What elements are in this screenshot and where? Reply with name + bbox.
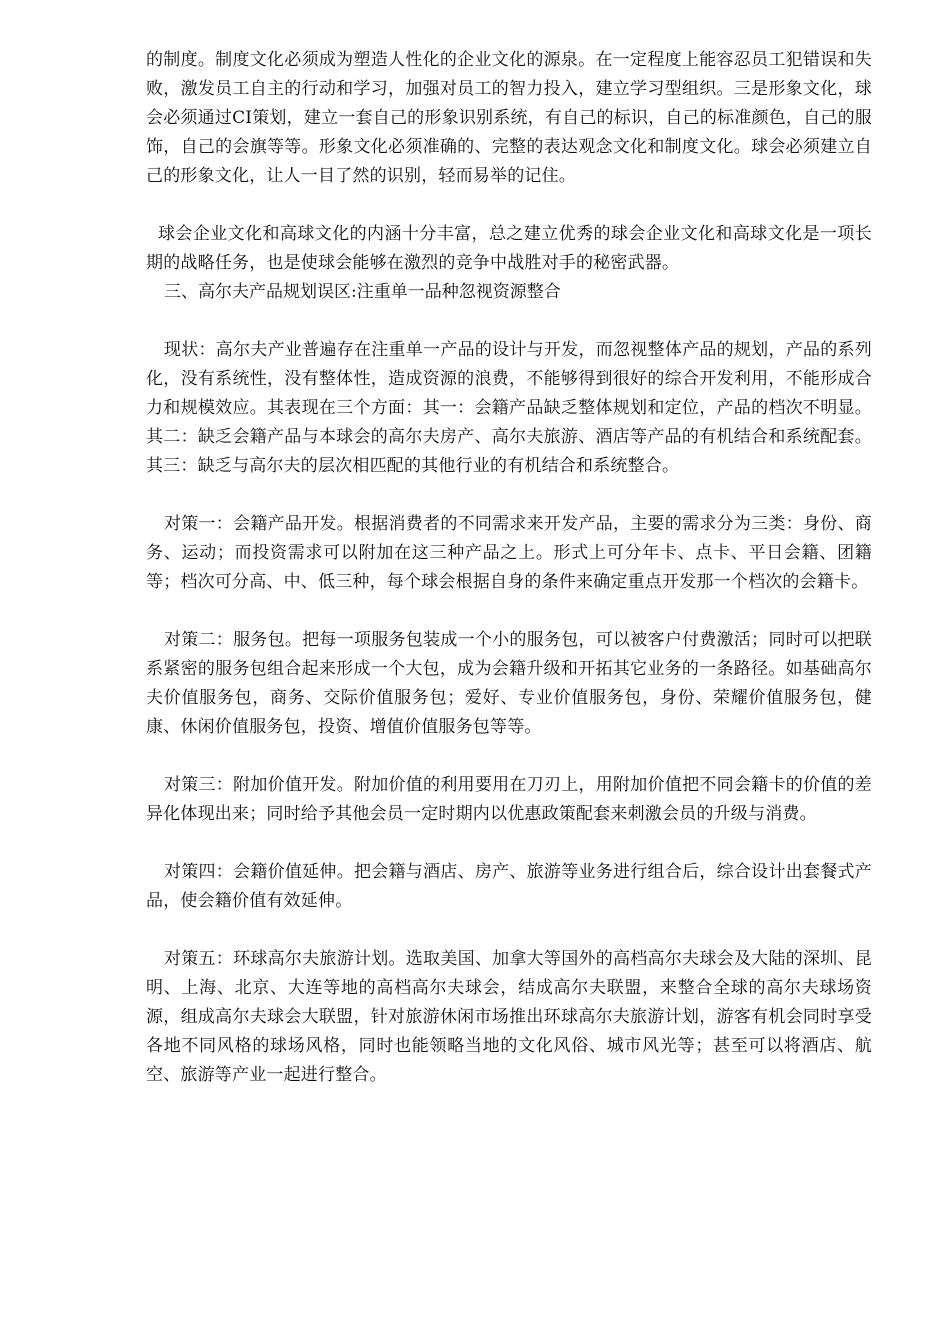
paragraph-strategy-four: 对策四：会籍价值延伸。把会籍与酒店、房产、旅游等业务进行组合后，综合设计出套餐式产品，使会籍价值有效延伸。 <box>146 862 872 911</box>
paragraph-current-status: 现状：高尔夫产业普遍存在注重单一产品的设计与开发，而忽视整体产品的规划，产品的系列化，没有系统性，没有整体性，造成资源的浪费，不能够得到很好的综合开发利用，不能形成合力和规模效应。其表现在三个方面：其一：会籍产品缺乏整体规划和定位，产品的档次不明显。其二：缺乏会籍产品与本球会的高尔夫房产、高尔夫旅游、酒店等产品的有机结合和系统配套。其三：缺乏与高尔夫的层次相匹配的其他行业的有机结合和系统整合。 <box>146 340 872 476</box>
paragraph-strategy-one: 对策一：会籍产品开发。根据消费者的不同需求来开发产品，主要的需求分为三类：身份、商务、运动；而投资需求可以附加在这三种产品之上。形式上可分年卡、点卡、平日会籍、团籍等；档次可分高、中、低三种，每个球会根据自身的条件来确定重点开发那一个档次的会籍卡。 <box>146 514 872 592</box>
paragraph-strategy-three: 对策三：附加价值开发。附加价值的利用要用在刀刃上，用附加价值把不同会籍卡的价值的差异化体现出来；同时给予其他会员一定时期内以优惠政策配套来刺激会员的升级与消费。 <box>146 775 872 824</box>
paragraph-culture-continuation: 的制度。制度文化必须成为塑造人性化的企业文化的源泉。在一定程度上能容忍员工犯错误和失败，激发员工自主的行动和学习，加强对员工的智力投入，建立学习型组织。三是形象文化，球会必须通过CI策划，建立一套自己的形象识别系统，有自己的标识，自己的标准颜色，自己的服饰，自己的会旗等等。形象文化必须准确的、完整的表达观念文化和制度文化。球会必须建立自己的形象文化，让人一目了然的识别，轻而易举的记住。 <box>146 50 872 186</box>
paragraph-strategy-five: 对策五：环球高尔夫旅游计划。选取美国、加拿大等国外的高档高尔夫球会及大陆的深圳、昆明、上海、北京、大连等地的高档高尔夫球会，结成高尔夫联盟，来整合全球的高尔夫球场资源，组成高尔夫球会大联盟，针对旅游休闲市场推出环球高尔夫旅游计划，游客有机会同时享受各地不同风格的球场风格，同时也能领略当地的文化风俗、城市风光等；甚至可以将酒店、航空、旅游等产业一起进行整合。 <box>146 949 872 1085</box>
paragraph-strategy-two: 对策二：服务包。把每一项服务包装成一个小的服务包，可以被客户付费激活；同时可以把联系紧密的服务包组合起来形成一个大包，成为会籍升级和开拓其它业务的一条路径。如基础高尔夫价值服务包，商务、交际价值服务包；爱好、专业价值服务包，身份、荣耀价值服务包，健康、休闲价值服务包，投资、增值价值服务包等等。 <box>146 630 872 737</box>
paragraph-culture-summary: 球会企业文化和高球文化的内涵十分丰富，总之建立优秀的球会企业文化和高球文化是一项长期的战略任务，也是使球会能够在激烈的竞争中战胜对手的秘密武器。 <box>146 224 872 273</box>
section-heading: 三、高尔夫产品规划误区:注重单一品种忽视资源整合 <box>164 282 561 302</box>
